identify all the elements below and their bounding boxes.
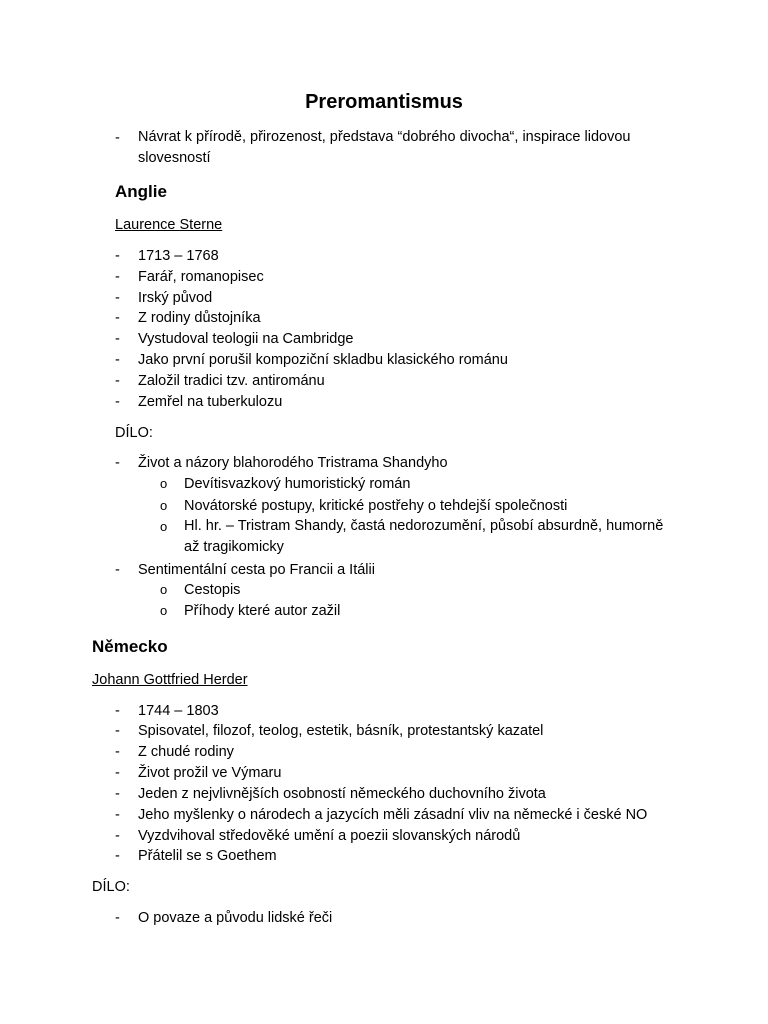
section-heading-anglie: Anglie	[115, 182, 167, 201]
document-page: Preromantismus - Návrat k přírodě, přirozenost, představa “dobrého divocha“, inspirace lidovou slovesností Anglie Laurence Sterne - 1713 – 1768 - Farář, romanopisec - Irský původ - Z rodiny důstojníka - Vystudoval teologii na Cambridge - Jako první porušil kompoziční skladbu klasického románu - Založil tradici tzv. antirománu - Zemřel na tuberkulozu DÍLO: - Život a názory blahorodého Tristrama Shandyho o Devítisvazkový humoristický román o Novátorské postupy, kritické postřehy o tehdejší společnosti o Hl. hr. – Tristram Shandy, častá nedorozumění, působí absurdně, humorně až tragikomicky - Sentimentální cesta po Francii a Itálii o Cestopis o Příhody které autor zažil Německo Johann Gottfried Herder - 1744 – 1803 - Spisovatel, filozof, teolog, estetik, básník, protestantský kazatel - Z chudé rodiny - Život prožil ve Výmaru - Jeden z nejvlivnějších osobností německého duchovního života - Jeho myšlenky o národech a jazycích měli zásadní vliv na německé i české NO - Vyzdvihoval středověké umění a poezii slovanských národů - Přátelil se s Goethem DÍLO: - O povaze a původu lidské řeči	[0, 0, 768, 1024]
sub-item-text: Hl. hr. – Tristram Shandy, častá nedorozumění, působí absurdně, humorně až tragikomicky	[184, 518, 664, 555]
intro-text: Návrat k přírodě, přirozenost, představa “dobrého divocha“, inspirace lidovou slovesností	[138, 129, 631, 166]
author-name-herder: Johann Gottfried Herder	[92, 672, 248, 688]
dilo-label: DÍLO:	[92, 879, 130, 895]
page-title: Preromantismus	[305, 91, 463, 113]
list-dash: -	[115, 130, 120, 146]
dilo-label: DÍLO:	[115, 425, 153, 441]
section-heading-nemecko: Německo	[92, 637, 168, 656]
author-name-sterne: Laurence Sterne	[115, 217, 223, 233]
